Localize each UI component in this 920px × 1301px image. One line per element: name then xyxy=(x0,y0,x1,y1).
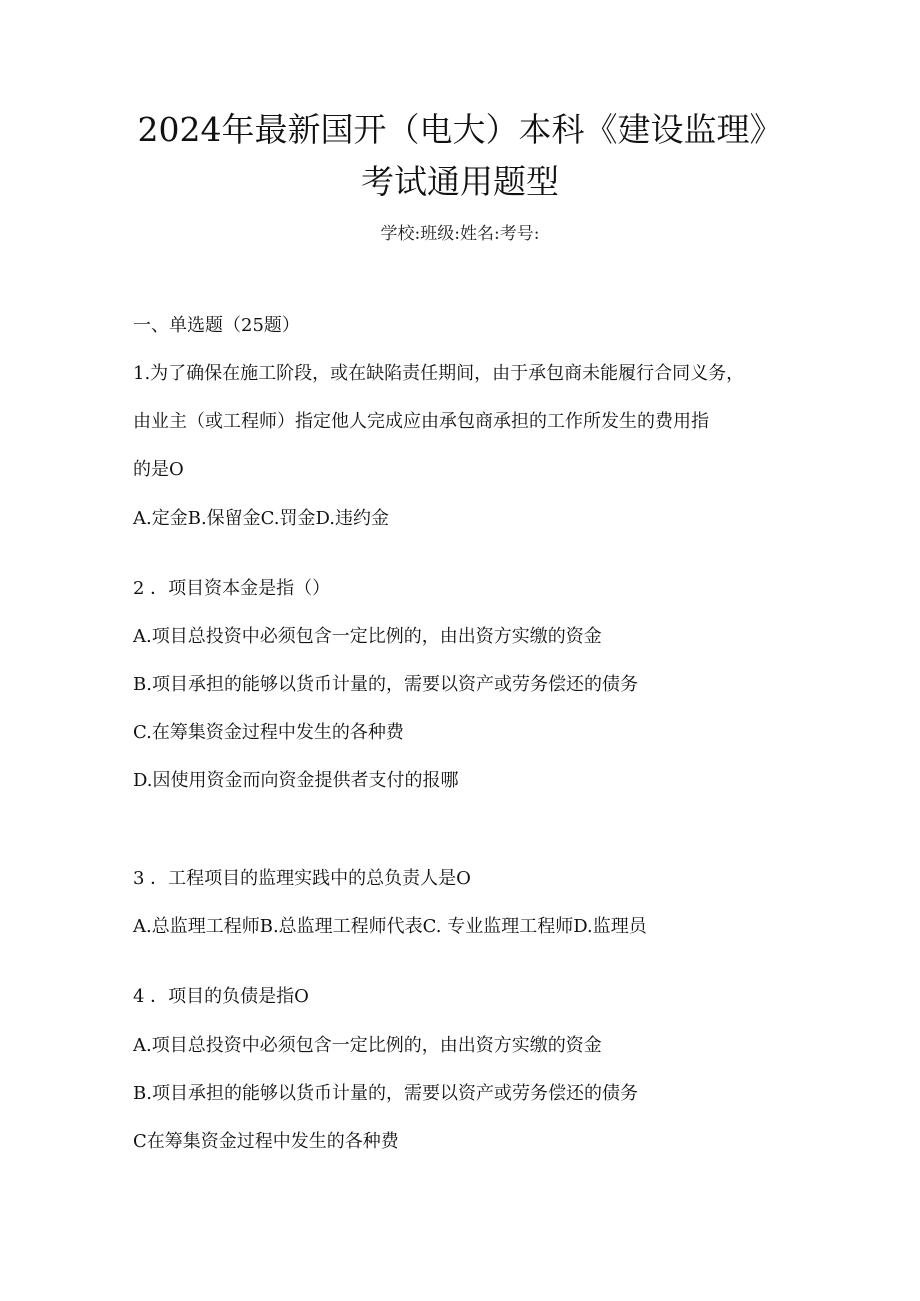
question-4-stem: 4 ．项目的负债是指O xyxy=(133,986,309,1007)
document-title-line-1: 2024年最新国开（电大）本科《建设监理》 xyxy=(137,110,783,149)
question-3-stem: 3 ．工程项目的监理实践中的总负责人是O xyxy=(133,868,471,889)
document-title-line-2: 考试通用题型 xyxy=(361,162,559,201)
student-info-line: 学校:班级:姓名:考号: xyxy=(380,224,540,244)
question-4-option-b: B.项目承担的能够以货币计量的，需要以资产或劳务偿还的债务 xyxy=(133,1083,638,1104)
question-1-options: A.定金B.保留金C.罚金D.违约金 xyxy=(133,508,390,529)
question-4-option-a: A.项目总投资中必须包含一定比例的，由出资方实缴的资金 xyxy=(133,1035,602,1056)
question-3-options: A.总监理工程师B.总监理工程师代表C. 专业监理工程师D.监理员 xyxy=(133,916,647,937)
question-1-stem-line-3: 的是O xyxy=(133,459,184,480)
question-1-stem-line-2: 由业主（或工程师）指定他人完成应由承包商承担的工作所发生的费用指 xyxy=(133,411,709,432)
question-2-option-b: B.项目承担的能够以货币计量的，需要以资产或劳务偿还的债务 xyxy=(133,674,638,695)
question-2-option-a: A.项目总投资中必须包含一定比例的，由出资方实缴的资金 xyxy=(133,626,602,647)
question-2-stem: 2 ．项目资本金是指（） xyxy=(133,578,331,599)
section-heading: 一、单选题（25题） xyxy=(133,315,300,336)
question-2-option-c: C.在筹集资金过程中发生的各种费 xyxy=(133,722,404,743)
question-2-option-d: D.因使用资金而向资金提供者支付的报哪 xyxy=(133,770,459,791)
question-1-stem-line-1: 1.为了确保在施工阶段，或在缺陷责任期间，由于承包商未能履行合同义务， xyxy=(133,363,745,384)
question-4-option-c: C在筹集资金过程中发生的各种费 xyxy=(133,1131,399,1152)
